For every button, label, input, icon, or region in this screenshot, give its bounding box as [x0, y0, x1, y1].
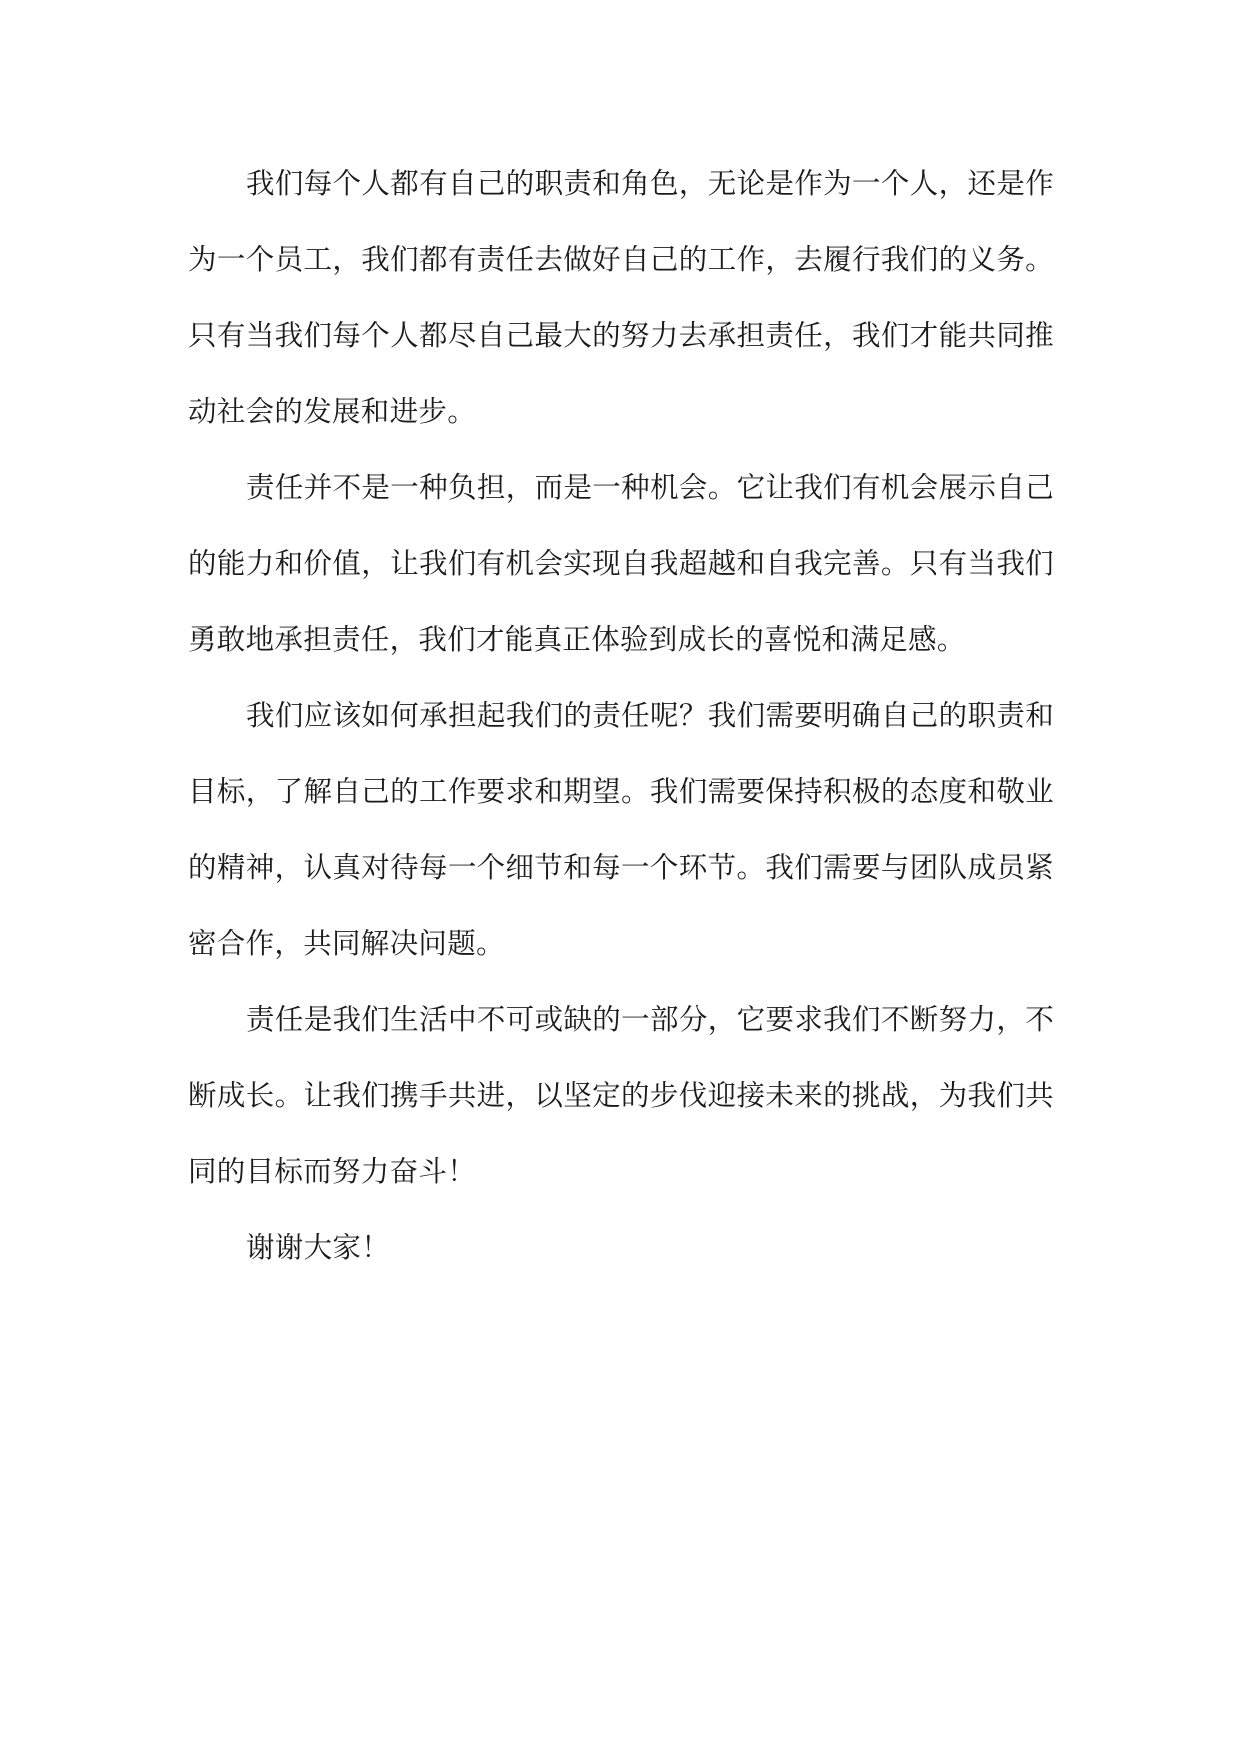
paragraph-3: 我们应该如何承担起我们的责任呢？我们需要明确自己的职责和目标，了解自己的工作要求和期望。我们需要保持积极的态度和敬业的精神，认真对待每一个细节和每一个环节。我们需要与团队成员紧密合作，共同解决问题。 [188, 699, 1054, 960]
paragraph-2: 责任并不是一种负担，而是一种机会。它让我们有机会展示自己的能力和价值，让我们有机会实现自我超越和自我完善。只有当我们勇敢地承担责任，我们才能真正体验到成长的喜悦和满足感。 [188, 471, 1054, 656]
paragraph-1: 我们每个人都有自己的职责和角色，无论是作为一个人，还是作为一个员工，我们都有责任去做好自己的工作，去履行我们的义务。只有当我们每个人都尽自己最大的努力去承担责任，我们才能共同推动社会的发展和进步。 [188, 167, 1054, 428]
paragraph-4: 责任是我们生活中不可或缺的一部分，它要求我们不断努力，不断成长。让我们携手共进，以坚定的步伐迎接未来的挑战，为我们共同的目标而努力奋斗！ [188, 1003, 1054, 1188]
closing-line: 谢谢大家！ [246, 1231, 391, 1264]
document-body [188, 146, 1054, 1286]
